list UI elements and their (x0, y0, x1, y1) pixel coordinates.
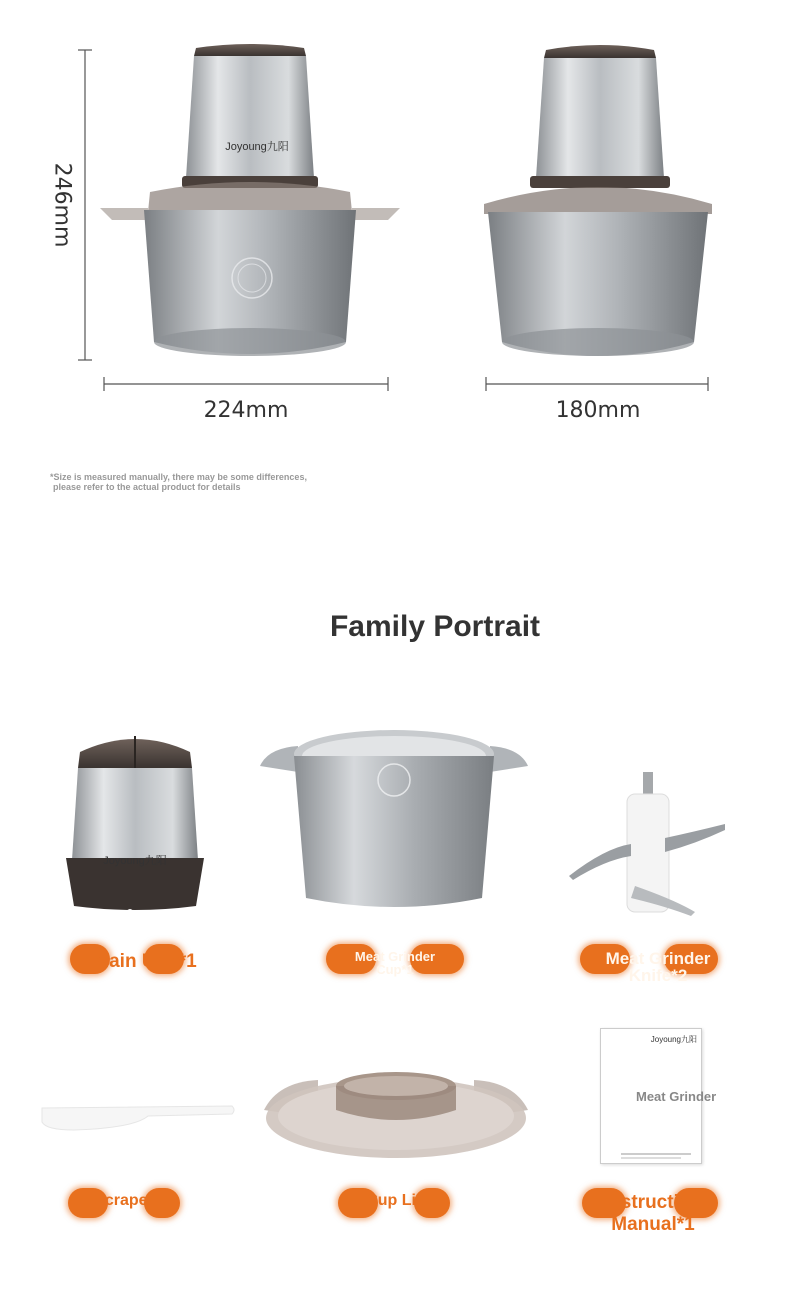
scraper-label: Scraper (94, 1192, 154, 1209)
meat-grinder-cup-label: Meat Grinder Cup*1 (354, 949, 436, 977)
height-label: 246mm (49, 162, 75, 248)
main-unit-label: Main Unit*1 (93, 951, 197, 972)
cup-lid-image (258, 1060, 534, 1170)
side-width-label: 180mm (555, 398, 641, 423)
height-dimension-line (78, 50, 92, 360)
front-view-grinder (100, 44, 400, 356)
main-unit-image (60, 728, 210, 918)
dimension-diagram (0, 0, 790, 440)
front-width-label: 224mm (203, 398, 289, 423)
meat-grinder-knife-image (565, 768, 730, 918)
section-title: Family Portrait (329, 610, 541, 643)
size-disclaimer-line-2: please refer to the actual product for details (53, 482, 241, 492)
scraper-image (38, 1100, 238, 1140)
side-view-grinder (484, 45, 712, 356)
main-unit-brand-logo: Joyoung九阳 (103, 855, 167, 867)
front-brand-logo: Joyoung九阳 (225, 141, 289, 153)
front-width-dimension-line (104, 377, 388, 391)
meat-grinder-cup-image (258, 718, 530, 914)
size-disclaimer (50, 472, 307, 492)
side-width-dimension-line (486, 377, 708, 391)
manual-brand: Joyoung九阳 (650, 1035, 697, 1044)
size-disclaimer-line-1: *Size is measured manually, there may be some differences, (50, 472, 307, 482)
manual-title: Meat Grinder (636, 1089, 717, 1104)
instruction-manual-label: Instruction Manual*1 (603, 1192, 703, 1235)
cup-lid-label: Cup Lid (366, 1192, 426, 1209)
meat-grinder-knife-label: Meat Grinder Knife*2 (605, 949, 711, 985)
